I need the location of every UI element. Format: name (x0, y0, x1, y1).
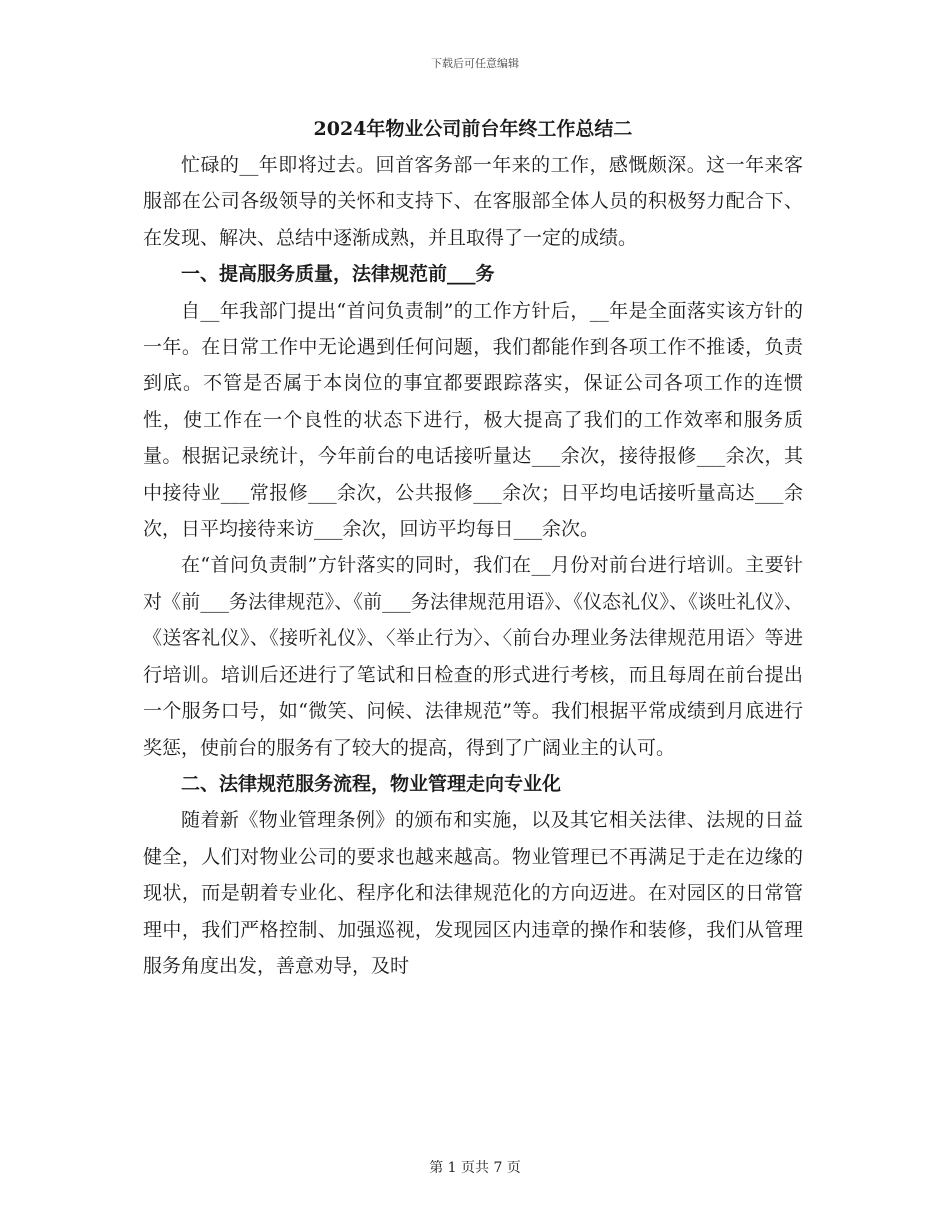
page-number: 第 1 页共 7 页 (429, 1160, 521, 1176)
section-2-paragraph-1: 随着新《物业管理条例》的颁布和实施，以及其它相关法律、法规的日益健全，人们对物业公司的要求也越来越高。物业管理已不再满足于走在边缘的现状，而是朝着专业化、程序化和法律规范化的方向迈进。在对园区的日常管理中，我们严格控制、加强巡视，发现园区内违章的操作和装修，我们从管理服务角度出发，善意劝导，及时 (143, 809, 803, 977)
section-1-paragraph-1: 自__年我部门提出“首问负责制”的工作方针后，__年是全面落实该方针的一年。在日常工作中无论遇到任何问题，我们都能作到各项工作不推诿，负责到底。不管是否属于本岗位的事宜都要跟踪落实，保证公司各项工作的连惯性，使工作在一个良性的状态下进行，极大提高了我们的工作效率和服务质量。根据记录统计，今年前台的电话接听量达___余次，接待报修___余次，其中接待业___常报修___余次，公共报修___余次；日平均电话接听量高达___余次，日平均接待来访___余次，回访平均每日___余次。 (143, 299, 803, 541)
section-1-paragraph-2: 在“首问负责制”方针落实的同时，我们在__月份对前台进行培训。主要针对《前___务法律规范》、《前___务法律规范用语》、《仪态礼仪》、《谈吐礼仪》、《送客礼仪》、《接听礼仪》、〈举止行为〉、〈前台办理业务法律规范用语〉等进行培训。培训后还进行了笔试和日检查的形式进行考核，而且每周在前台提出一个服务口号，如“微笑、问候、法律规范”等。我们根据平常成绩到月底进行奖惩，使前台的服务有了较大的提高，得到了广阔业主的认可。 (143, 554, 803, 759)
section-1-heading: 一、提高服务质量，法律规范前___务 (181, 263, 495, 286)
section-2-heading: 二、法律规范服务流程，物业管理走向专业化 (181, 772, 562, 795)
intro-paragraph: 忙碌的__年即将过去。回首客务部一年来的工作，感慨颇深。这一年来客服部在公司各级领导的关怀和支持下、在客服部全体人员的积极努力配合下、在发现、解决、总结中逐渐成熟，并且取得了一定的成绩。 (143, 154, 803, 249)
document-body (143, 115, 803, 984)
document-title: 2024年物业公司前台年终工作总结二 (313, 118, 633, 140)
header-note: 下载后可任意编辑 (431, 57, 519, 70)
